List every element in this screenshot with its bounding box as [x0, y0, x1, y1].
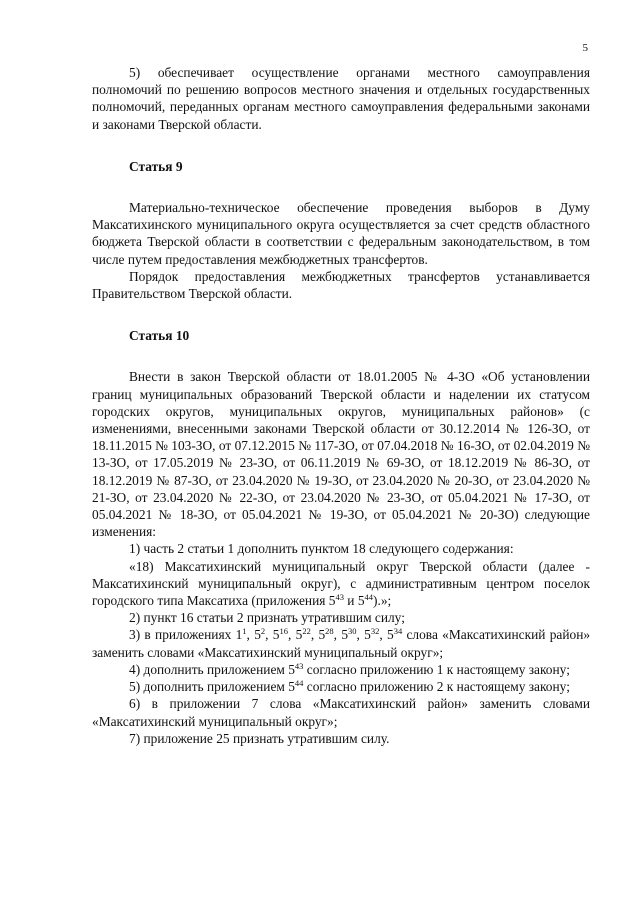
article-10-item-6: 6) в приложении 7 слова «Максатихинский район» заменить словами «Максатихинский муниципальный округ»;	[92, 696, 590, 729]
item-4-sup: 43	[294, 660, 304, 671]
intro-paragraph: 5) обеспечивает осуществление органами местного самоуправления полномочий по решению вопросов местного значения и отдельных государственных полномочий, переданных органам местного самоуправления федеральными законами и законами Тверской области.	[92, 65, 590, 132]
article-10-item-2: 2) пункт 16 статьи 2 признать утратившим силу;	[129, 610, 405, 626]
quote-sup-b: 44	[364, 592, 374, 603]
appendix-ref-sup: 2	[260, 626, 266, 637]
appendix-ref	[273, 627, 288, 642]
item-4-before: 4) дополнить приложением 5	[129, 661, 295, 677]
item-4-after: согласно приложению 1 к настоящему закону;	[303, 661, 570, 677]
page-number: 5	[582, 42, 588, 54]
article-10-item-1: 1) часть 2 статьи 1 дополнить пунктом 18 следующего содержания:	[129, 541, 514, 557]
article-9-paragraph-2: Порядок предоставления межбюджетных трансфертов устанавливается Правительством Тверской области.	[92, 268, 590, 302]
appendix-ref-sup: 22	[302, 626, 311, 637]
quote-sup-a: 43	[335, 592, 344, 603]
appendix-ref-sup: 32	[370, 626, 380, 637]
appendix-ref-base: 1	[235, 627, 243, 643]
quote-text: «18) Максатихинский муниципальный округ Тверской области (далее - Максатихинский муниципальный округ), с административным центром поселок городского типа Максатиха (приложения 5	[92, 558, 590, 609]
appendix-ref-base: 5	[318, 627, 326, 643]
appendix-ref-base: 5	[272, 627, 280, 643]
article-9-title: Статья 9	[129, 158, 183, 174]
appendix-ref-sup: 34	[393, 626, 403, 637]
article-10-title: Статья 10	[129, 328, 190, 344]
appendix-ref-sup: 28	[325, 626, 334, 637]
item-3-suffix: слова «Максатихинский район» заменить словами «Максатихинский муниципальный округ»;	[92, 627, 591, 660]
article-10-item-5	[92, 678, 590, 695]
appendix-ref	[296, 627, 311, 642]
item-5-after: согласно приложению 2 к настоящему закону;	[303, 679, 570, 695]
appendix-ref	[318, 627, 333, 642]
appendix-ref-sup: 1	[242, 626, 247, 637]
article-9-paragraph-1: Материально-техническое обеспечение проведения выборов в Думу Максатихинского муниципального округа осуществляется за счет средств областного бюджета Тверской области в соответствии с федеральным законодательством, в том числе путем предоставления межбюджетных трансфертов.	[92, 200, 590, 267]
appendix-ref	[387, 627, 402, 642]
appendix-ref-base: 5	[387, 627, 394, 643]
appendix-ref	[254, 627, 265, 642]
appendix-ref-sup: 16	[279, 626, 288, 637]
article-10-item-7: 7) приложение 25 признать утратившим силу.	[129, 730, 390, 746]
quote-end: ).»;	[373, 593, 392, 609]
appendix-ref-base: 5	[254, 627, 261, 643]
quote-mid: и 5	[343, 593, 365, 609]
appendix-ref	[341, 627, 356, 642]
appendix-ref-sup: 30	[348, 626, 357, 637]
article-10-item-4	[92, 661, 590, 678]
appendix-ref-base: 5	[341, 627, 349, 643]
item-5-sup: 44	[294, 678, 304, 689]
document-body	[92, 64, 590, 747]
appendix-ref-base: 5	[364, 627, 371, 643]
appendix-ref-base: 5	[295, 627, 303, 643]
article-10-item-3	[92, 626, 590, 660]
article-10-item-1-quote	[92, 558, 590, 610]
item-5-before: 5) дополнить приложением 5	[129, 679, 295, 695]
article-10-intro: Внести в закон Тверской области от 18.01.2005 № 4-ЗО «Об установлении границ муниципальных образований Тверской области и наделении их статусом городских округов, муниципальных округов, муниципальных районов» (с изменениями, внесенными законами Тверской области от 30.12.2014 № 126-ЗО, от 18.11.2015 № 103-ЗО, от 07.12.2015 № 117-ЗО, от 07.04.2018 № 16-ЗО, от 02.04.2019 № 13-ЗО, от 17.05.2019 № 23-ЗО, от 06.11.2019 № 69-ЗО, от 18.12.2019 № 86-ЗО, от 18.12.2019 № 87-ЗО, от 23.04.2020 № 19-ЗО, от 23.04.2020 № 20-ЗО, от 23.04.2020 № 21-ЗО, от 23.04.2020 № 22-ЗО, от 23.04.2020 № 23-ЗО, от 05.04.2021 № 17-ЗО, от 05.04.2021 № 18-ЗО, от 05.04.2021 № 19-ЗО, от 05.04.2021 № 20-ЗО) следующие изменения:	[92, 369, 590, 540]
item-3-refs: $1^1$, $5^2$, $5^{16}$, $5^{22}$, $5^{28}$, $5^{30}$, $5^{32}$, $5^{34}$	[235, 626, 403, 643]
appendix-ref	[364, 627, 379, 642]
appendix-ref	[236, 627, 247, 642]
item-3-prefix: 3) в приложениях	[129, 627, 236, 643]
